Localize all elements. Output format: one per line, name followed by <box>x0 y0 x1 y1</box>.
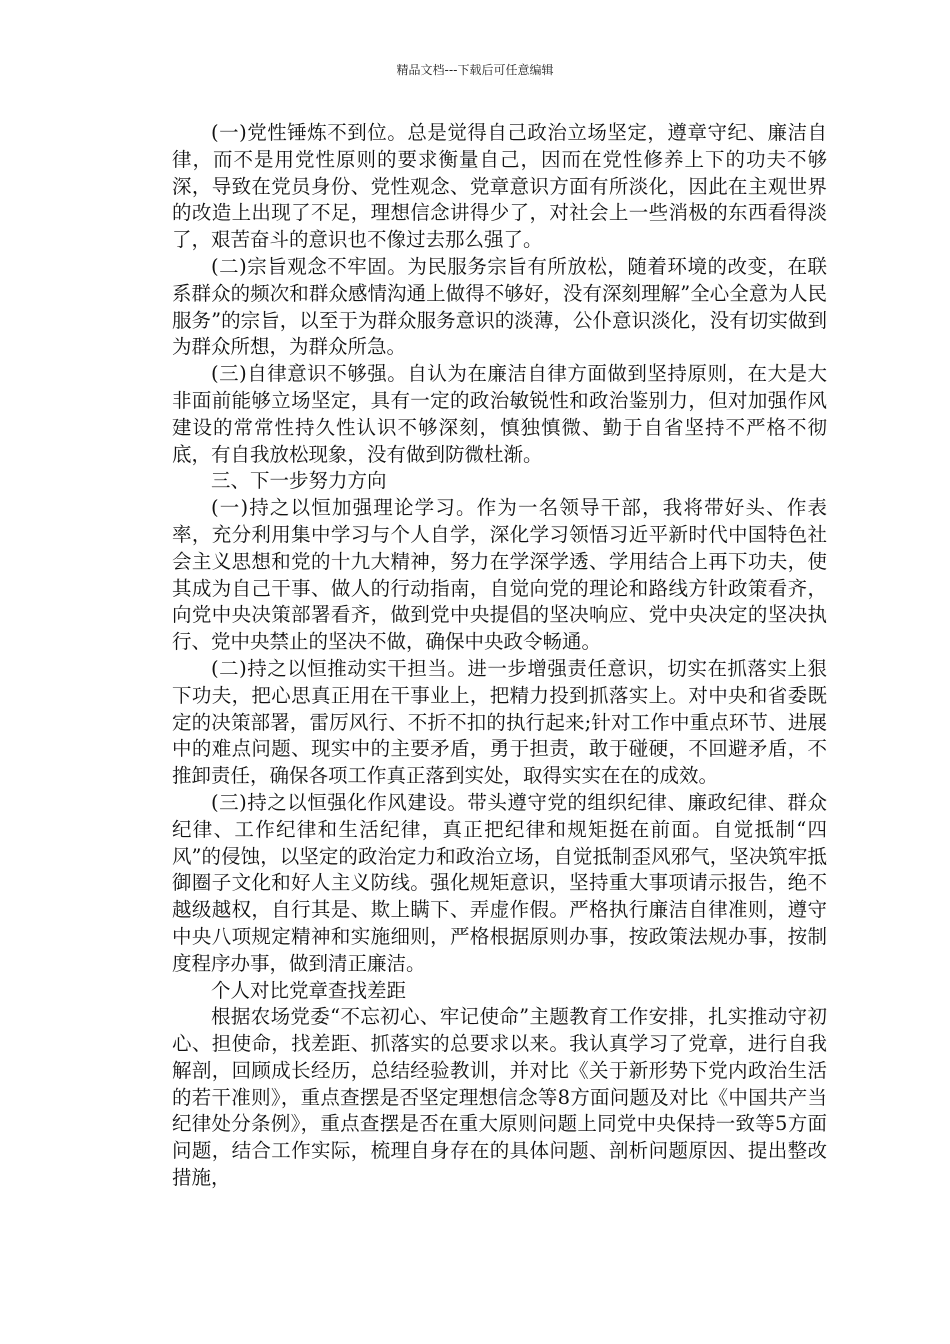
paragraph-comparison: 根据农场党委“不忘初心、牢记使命”主题教育工作安排，扎实推动守初心、担使命，找差距、抓落实的总要求以来。我认真学习了党章，进行自我解剖，回顾成长经历，总结经验教训，并对比《关于新形势下党内政治生活的若干准则》，重点查摆是否坚定理想信念等8方面问题及对比《中国共产当纪律处分条例》，重点查摆是否在重大原则问题上同党中央保持一致等5方面问题，结合工作实际，梳理自身存在的具体问题、剖析问题原因、提出整改措施， <box>172 1005 827 1190</box>
paragraph-party-spirit: (一)党性锤炼不到位。总是觉得自己政治立场坚定，遵章守纪、廉洁自律，而不是用党性原则的要求衡量自己，因而在党性修养上下的功夫不够深，导致在党员身份、党性观念、党章意识方面有所淡化，因此在主观世界的改造上出现了不足，理想信念讲得少了，对社会上一些消极的东西看得淡了，艰苦奋斗的意识也不像过去那么强了。 <box>172 121 827 252</box>
paragraph-theory-study: (一)持之以恒加强理论学习。作为一名领导干部，我将带好头、作表率，充分利用集中学习与个人自学，深化学习领悟习近平新时代中国特色社会主义思想和党的十九大精神，努力在学深学透、学用结合上再下功夫，使其成为自己干事、做人的行动指南，自觉向党的理论和路线方针政策看齐，向党中央决策部署看齐，做到党中央提倡的坚决响应、党中央决定的坚决执行、党中央禁止的坚决不做，确保中央政令畅通。 <box>172 496 827 654</box>
paragraph-work-style: (三)持之以恒强化作风建设。带头遵守党的组织纪律、廉政纪律、群众纪律、工作纪律和生活纪律，真正把纪律和规矩挺在前面。自觉抵制“四风”的侵蚀，以坚定的政治定力和政治立场，自觉抵制歪风邪气，坚决筑牢抵御圈子文化和好人主义防线。强化规矩意识，坚持重大事项请示报告，绝不越级越权，自行其是、欺上瞒下、弄虚作假。严格执行廉洁自律准则，遵守中央八项规定精神和实施细则，严格根据原则办事，按政策法规办事，按制度程序办事，做到清正廉洁。 <box>172 790 827 975</box>
document-body <box>172 120 827 1192</box>
paragraph-practical-work: (二)持之以恒推动实干担当。进一步增强责任意识，切实在抓落实上狠下功夫，把心思真正用在干事业上，把精力投到抓落实上。对中央和省委既定的决策部署，雷厉风行、不折不扣的执行起来;针对工作中重点环节、进展中的难点问题、现实中的主要矛盾，勇于担责，敢于碰硬，不回避矛盾，不推卸责任，确保各项工作真正落到实处，取得实实在在的成效。 <box>172 656 827 788</box>
paragraph-purpose-concept: (二)宗旨观念不牢固。为民服务宗旨有所放松，随着环境的改变，在联系群众的频次和群众感情沟通上做得不够好，没有深刻理解”全心全意为人民服务”的宗旨，以至于为群众服务意识的淡薄，公仆意识淡化，没有切实做到为群众所想，为群众所急。 <box>172 254 827 359</box>
page-header: 精品文档---下载后可任意编辑 <box>396 63 554 77</box>
section-heading-party-constitution: 个人对比党章查找差距 <box>211 978 407 1002</box>
section-heading-next-steps: 三、下一步努力方向 <box>211 469 387 493</box>
paragraph-self-discipline: (三)自律意识不够强。自认为在廉洁自律方面做到坚持原则，在大是大非面前能够立场坚定，具有一定的政治敏锐性和政治鉴别力，但对加强作风建设的常常性持久性认识不够深刻，慎独慎微、勤于自省坚持不严格不彻底，有自我放松现象，没有做到防微杜渐。 <box>172 362 827 466</box>
